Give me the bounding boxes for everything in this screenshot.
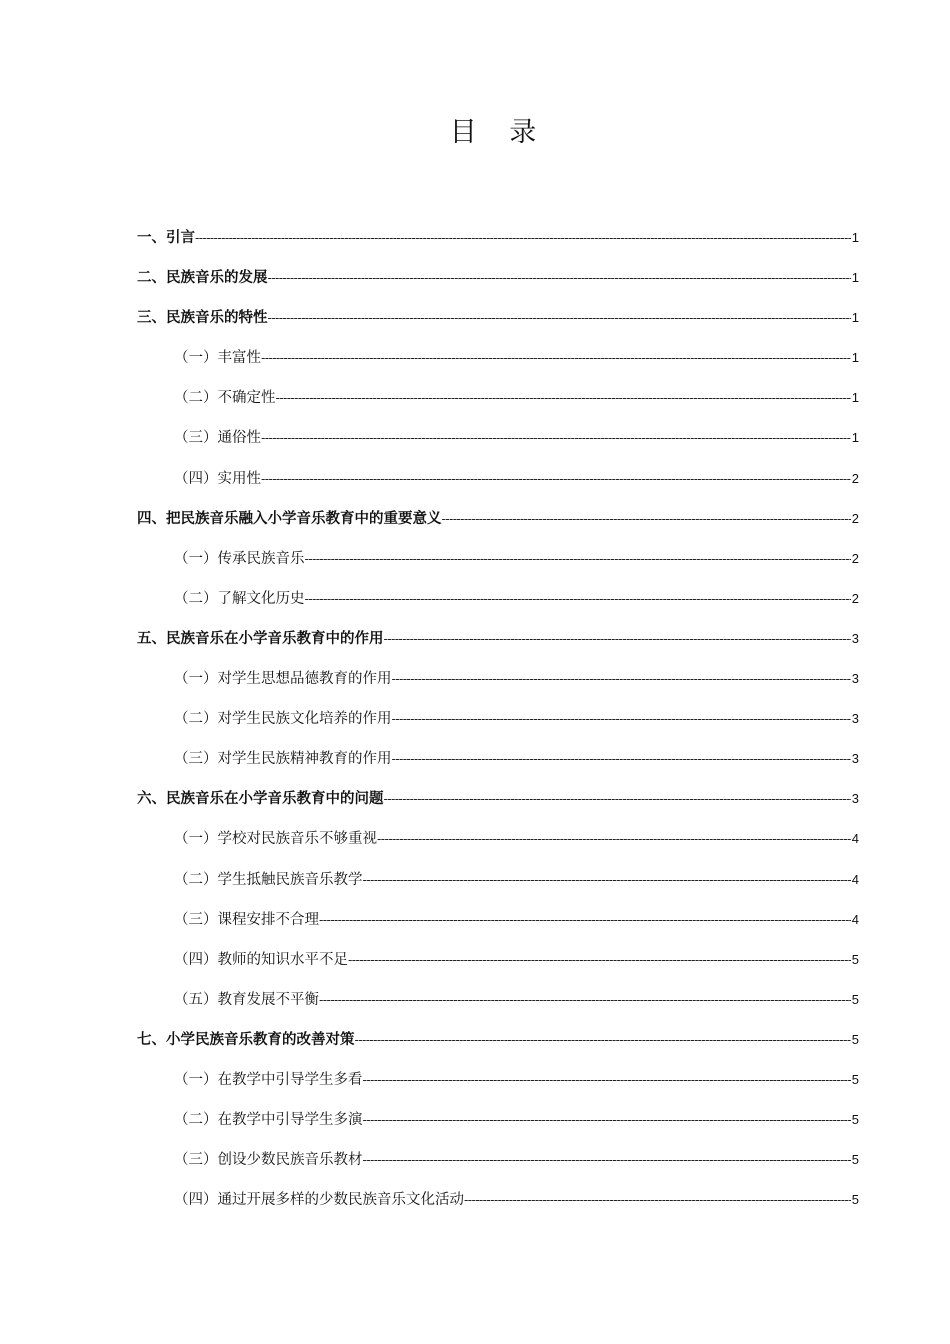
toc-entry-label: （一）学校对民族音乐不够重视 [174,831,377,848]
toc-entry-page-number: 5 [851,991,859,1007]
toc-entry-section[interactable] [137,1188,859,1228]
toc-entry-page-number: 1 [851,430,859,446]
toc-entry-section[interactable] [137,747,859,787]
toc-entry-label: 七、小学民族音乐教育的改善对策 [137,1031,355,1048]
toc-entry-label: （四）教师的知识水平不足 [174,951,348,968]
toc-entry-page-number: 4 [851,871,859,887]
toc-entry-page-number: 3 [851,791,859,807]
toc-entry-label: 三、民族音乐的特性 [137,310,268,327]
toc-dot-leader [464,1188,851,1212]
toc-entry-label: （二）学生抵触民族音乐教学 [174,871,363,888]
toc-entry-chapter[interactable] [137,306,859,346]
toc-entry-section[interactable] [137,988,859,1028]
toc-entry-page-number: 4 [851,911,859,927]
toc-entry-label: （一）传承民族音乐 [174,550,305,567]
toc-entry-page-number: 5 [851,1152,859,1168]
toc-entry-page-number: 5 [851,1071,859,1087]
toc-entry-section[interactable] [137,426,859,466]
toc-dot-leader [319,908,851,932]
toc-entry-section[interactable] [137,1148,859,1188]
toc-entry-label: （一）在教学中引导学生多看 [174,1071,363,1088]
toc-entry-label: 一、引言 [137,230,195,246]
toc-entry-section[interactable] [137,868,859,908]
toc-entry-label: （一）丰富性 [174,350,261,367]
toc-dot-leader [261,346,851,370]
toc-entry-page-number: 5 [851,1192,859,1208]
toc-entry-section[interactable] [137,1108,859,1148]
toc-entry-section[interactable] [137,346,859,386]
toc-entry-label: （一）对学生思想品德教育的作用 [174,671,392,688]
toc-dot-leader [442,507,851,531]
toc-entry-page-number: 2 [851,510,859,526]
toc-dot-leader [363,1108,851,1132]
toc-entry-label: （三）对学生民族精神教育的作用 [174,751,392,768]
page-title: 目 录 [449,117,549,148]
toc-entry-section[interactable] [137,547,859,587]
toc-entry-page-number: 5 [851,1031,859,1047]
toc-entry-chapter[interactable] [137,507,859,547]
toc-dot-leader [319,988,851,1012]
toc-entry-section[interactable] [137,587,859,627]
toc-entry-page-number: 3 [851,751,859,767]
toc-entry-label: （二）在教学中引导学生多演 [174,1112,363,1129]
toc-dot-leader [392,667,851,691]
toc-dot-leader [268,266,851,290]
toc-entry-section[interactable] [137,707,859,747]
toc-entry-page-number: 1 [851,270,859,286]
toc-entry-label: （三）课程安排不合理 [174,911,319,928]
toc-entry-section[interactable] [137,948,859,988]
toc-dot-leader [348,948,851,972]
toc-entry-section[interactable] [137,667,859,707]
toc-entry-page-number: 3 [851,711,859,727]
toc-entry-label: （五）教育发展不平衡 [174,991,319,1008]
toc-entry-page-number: 1 [851,390,859,406]
toc-dot-leader [363,1068,851,1092]
table-of-contents [137,226,859,1228]
toc-entry-chapter[interactable] [137,627,859,667]
toc-dot-leader [384,627,851,651]
toc-entry-label: （二）不确定性 [174,390,276,407]
toc-entry-page-number: 5 [851,951,859,967]
toc-dot-leader [392,747,851,771]
toc-entry-label: （三）通俗性 [174,430,261,447]
toc-entry-page-number: 1 [851,310,859,326]
toc-entry-page-number: 3 [851,630,859,646]
toc-entry-label: 四、把民族音乐融入小学音乐教育中的重要意义 [137,510,442,527]
toc-dot-leader [377,827,851,851]
toc-dot-leader [261,467,851,491]
toc-entry-label: 二、民族音乐的发展 [137,270,268,287]
toc-entry-page-number: 4 [851,831,859,847]
toc-entry-page-number: 5 [851,1112,859,1128]
toc-dot-leader [305,587,851,611]
toc-entry-label: 五、民族音乐在小学音乐教育中的作用 [137,630,384,647]
toc-entry-section[interactable] [137,827,859,867]
toc-dot-leader [261,426,851,450]
toc-entry-label: 六、民族音乐在小学音乐教育中的问题 [137,791,384,808]
toc-entry-label: （四）通过开展多样的少数民族音乐文化活动 [174,1192,464,1209]
toc-dot-leader [392,707,851,731]
toc-entry-page-number: 1 [851,350,859,366]
toc-entry-chapter[interactable] [137,266,859,306]
toc-entry-page-number: 1 [851,230,859,245]
toc-entry-label: （四）实用性 [174,470,261,487]
toc-entry-chapter[interactable] [137,1028,859,1068]
toc-entry-label: （二）了解文化历史 [174,590,305,607]
toc-dot-leader [305,547,851,571]
toc-dot-leader [363,1148,851,1172]
toc-entry-chapter[interactable] [137,226,859,266]
toc-entry-page-number: 3 [851,671,859,687]
toc-entry-section[interactable] [137,1068,859,1108]
toc-entry-page-number: 2 [851,550,859,566]
toc-dot-leader [276,386,851,410]
toc-entry-section[interactable] [137,386,859,426]
toc-dot-leader [268,306,851,330]
toc-entry-section[interactable] [137,908,859,948]
toc-dot-leader [363,868,851,892]
toc-entry-label: （二）对学生民族文化培养的作用 [174,711,392,728]
toc-dot-leader [195,226,851,250]
toc-entry-chapter[interactable] [137,787,859,827]
toc-dot-leader [355,1028,851,1052]
toc-dot-leader [384,787,851,811]
toc-entry-page-number: 2 [851,590,859,606]
toc-entry-section[interactable] [137,467,859,507]
toc-entry-page-number: 2 [851,470,859,486]
toc-entry-label: （三）创设少数民族音乐教材 [174,1152,363,1169]
